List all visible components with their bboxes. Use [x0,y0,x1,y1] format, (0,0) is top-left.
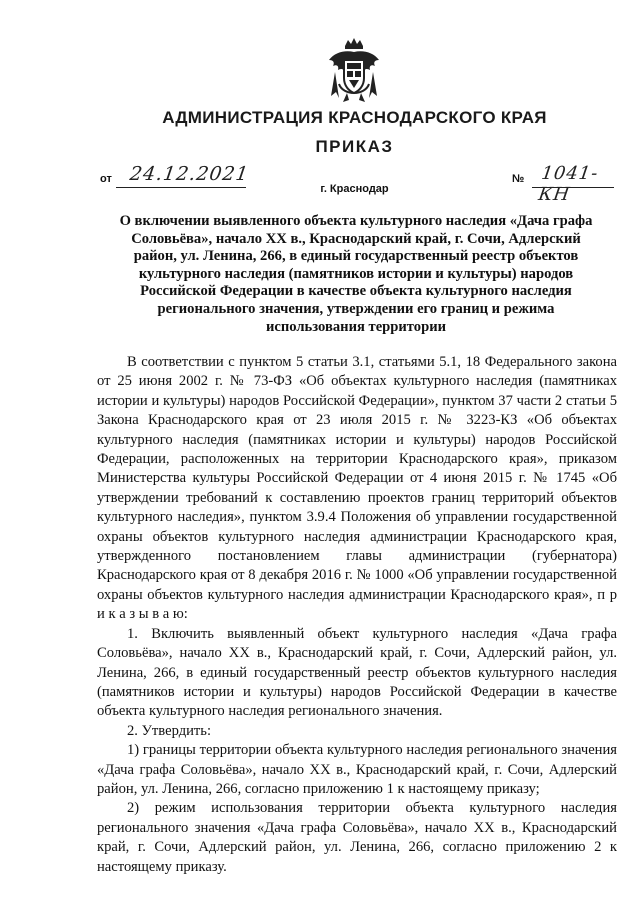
number-label: № [512,173,525,185]
order-subject: О включении выявленного объекта культурного наследия «Дача графа Соловьёва», начало XX в., Краснодарский край, г. Сочи, Адлерский район, ул. Ленина, 266, в единый государственный реестр объектов культурного наследия (памятников истории и культуры) народов Российской Федерации в качестве объекта культурного наследия регионального значения, утверждении его границ и режима использования территории [119,213,593,335]
coat-of-arms-icon [325,38,383,104]
handwritten-number: 1041-КН [537,163,600,205]
item-2-1-paragraph: 1) границы территории объекта культурного наследия регионального значения «Дача графа Соловьёва», начало XX в., Краснодарский край, г. Сочи, Адлерский район, ул. Ленина, 266, согласно приложению 1 к настоящему приказу; [97,742,617,797]
order-body [97,353,617,877]
city-label: г. Краснодар [320,183,389,195]
preamble-paragraph: В соответствии с пунктом 5 статьи 3.1, статьями 5.1, 18 Федерального закона от 25 июня 2002 г. № 73-ФЗ «Об объектах культурного наследия (памятниках истории и культуры) народов Российской Федерации», пунктом 37 части 2 статьи 5 Закона Краснодарского края от 23 июля 2015 г. № 3223-КЗ «Об объектах культурного наследия (памятниках истории и культуры) народов Российской Федерации, расположенных на территории Краснодарского края», приказом Министерства культуры Российской Федерации от 4 июня 2015 г. № 1745 «Об утверждении требований к составлению проектов границ территорий объектов культурного наследия», пунктом 3.9.4 Положения об управлении государственной охраны объектов культурного наследия администрации Краснодарского края, утвержденного постановлением главы администрации (губернатора) Краснодарского края от 8 декабря 2016 г. № 1000 «Об управлении государственной охраны объектов культурного наследия администрации Краснодарского края», п р и к а з ы в а ю: [97,354,617,623]
item-1-paragraph: 1. Включить выявленный объект культурного наследия «Дача графа Соловьёва», начало XX в., Краснодарский край, г. Сочи, Адлерский район, ул. Ленина, 266, в единый государственный реестр объектов культурного наследия (памятников истории и культуры) народов Российской Федерации в качестве объекта культурного наследия регионального значения. [97,625,617,720]
organization-title: АДМИНИСТРАЦИЯ КРАСНОДАРСКОГО КРАЯ [162,108,547,127]
date-label: от [100,173,112,185]
document-type: ПРИКАЗ [315,137,394,156]
item-2-2-paragraph: 2) режим использования территории объекта культурного наследия регионального значения «Дача графа Соловьёва», начало XX в., Краснодарский край, г. Сочи, Адлерский район, ул. Ленина, 266, согласно приложению 2 к настоящему приказу. [97,800,617,875]
item-2-paragraph: 2. Утвердить: [127,722,212,739]
handwritten-date: 24.12.2021 [128,163,251,185]
